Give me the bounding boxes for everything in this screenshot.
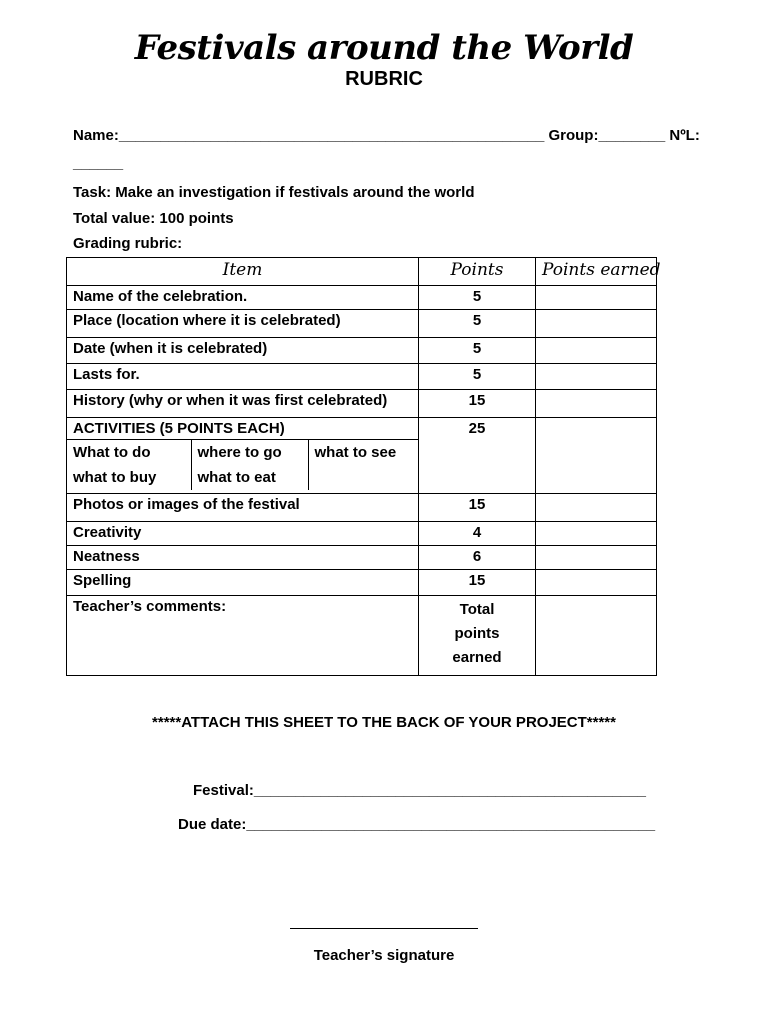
rubric-table (66, 257, 661, 676)
grading-rubric-label: Grading rubric: (73, 235, 183, 252)
table-row (67, 286, 657, 310)
row-points: 4 (419, 522, 536, 546)
activities-points: 25 (419, 418, 536, 494)
row-item: History (why or when it was first celebrated) (67, 390, 419, 418)
table-row (67, 522, 657, 546)
header-points: Points (419, 258, 536, 286)
name-group-line-continued: ______ (73, 155, 124, 172)
row-points-earned (536, 522, 657, 546)
activity-option: what to buy (73, 469, 157, 486)
row-item: Name of the celebration. (67, 286, 419, 310)
header-item: Item (67, 258, 419, 286)
header-points-earned: Points earned (536, 258, 657, 286)
row-points: 15 (419, 390, 536, 418)
total-label-line: points (454, 625, 500, 642)
row-points-earned (536, 570, 657, 596)
row-points-earned (536, 546, 657, 570)
task-text: Task: Make an investigation if festivals around the world (73, 184, 475, 201)
comments-row (67, 596, 657, 676)
total-label-line: Total (459, 601, 495, 618)
activities-row (67, 418, 657, 494)
signature-line (290, 918, 478, 929)
row-item: Spelling (67, 570, 419, 596)
due-date-line: Due date:_________________________________________________ (178, 816, 656, 833)
row-item: Date (when it is celebrated) (67, 338, 419, 364)
row-points: 5 (419, 338, 536, 364)
row-points-earned (536, 390, 657, 418)
row-points: 5 (419, 310, 536, 338)
row-points-earned (536, 494, 657, 522)
total-label-line: earned (452, 649, 502, 666)
activity-option: where to go (191, 440, 308, 465)
attach-note: *****ATTACH THIS SHEET TO THE BACK OF YOUR PROJECT***** (152, 714, 616, 731)
total-points-earned-label (419, 596, 536, 676)
table-header-row (67, 258, 657, 286)
signature-label: Teacher’s signature (313, 947, 455, 964)
activities-options (67, 440, 418, 490)
row-item: Place (location where it is celebrated) (67, 310, 419, 338)
row-points-earned (536, 310, 657, 338)
table-row (67, 338, 657, 364)
page-subtitle: RUBRIC (345, 68, 423, 90)
activity-option: what to see (308, 440, 418, 465)
table-row (67, 364, 657, 390)
activities-cell (67, 418, 419, 494)
table-row (67, 390, 657, 418)
table-row (67, 310, 657, 338)
festival-line: Festival:_______________________________________________ (193, 782, 646, 799)
row-item: Neatness (67, 546, 419, 570)
row-points: 5 (419, 364, 536, 390)
row-item: Photos or images of the festival (67, 494, 419, 522)
name-group-line: Name:___________________________________________________ Group:________ NºL: (73, 127, 700, 144)
row-points-earned (536, 286, 657, 310)
activities-label: ACTIVITIES (5 POINTS EACH) (67, 418, 418, 440)
activity-option: What to do (73, 444, 151, 461)
row-item: Lasts for. (67, 364, 419, 390)
row-item: Creativity (67, 522, 419, 546)
row-points: 15 (419, 494, 536, 522)
total-points-earned-cell (536, 596, 657, 676)
row-points: 15 (419, 570, 536, 596)
row-points-earned (536, 338, 657, 364)
activity-option: what to eat (191, 465, 308, 490)
table-row (67, 494, 657, 522)
table-row (67, 546, 657, 570)
row-points-earned (536, 364, 657, 390)
row-points: 6 (419, 546, 536, 570)
row-points: 5 (419, 286, 536, 310)
activity-option-empty (308, 465, 418, 490)
total-value-text: Total value: 100 points (73, 210, 234, 227)
table-row (67, 570, 657, 596)
activities-points-earned (536, 418, 657, 494)
teacher-comments-label: Teacher’s comments: (67, 596, 419, 676)
page-title: Festivals around the World (134, 28, 634, 68)
